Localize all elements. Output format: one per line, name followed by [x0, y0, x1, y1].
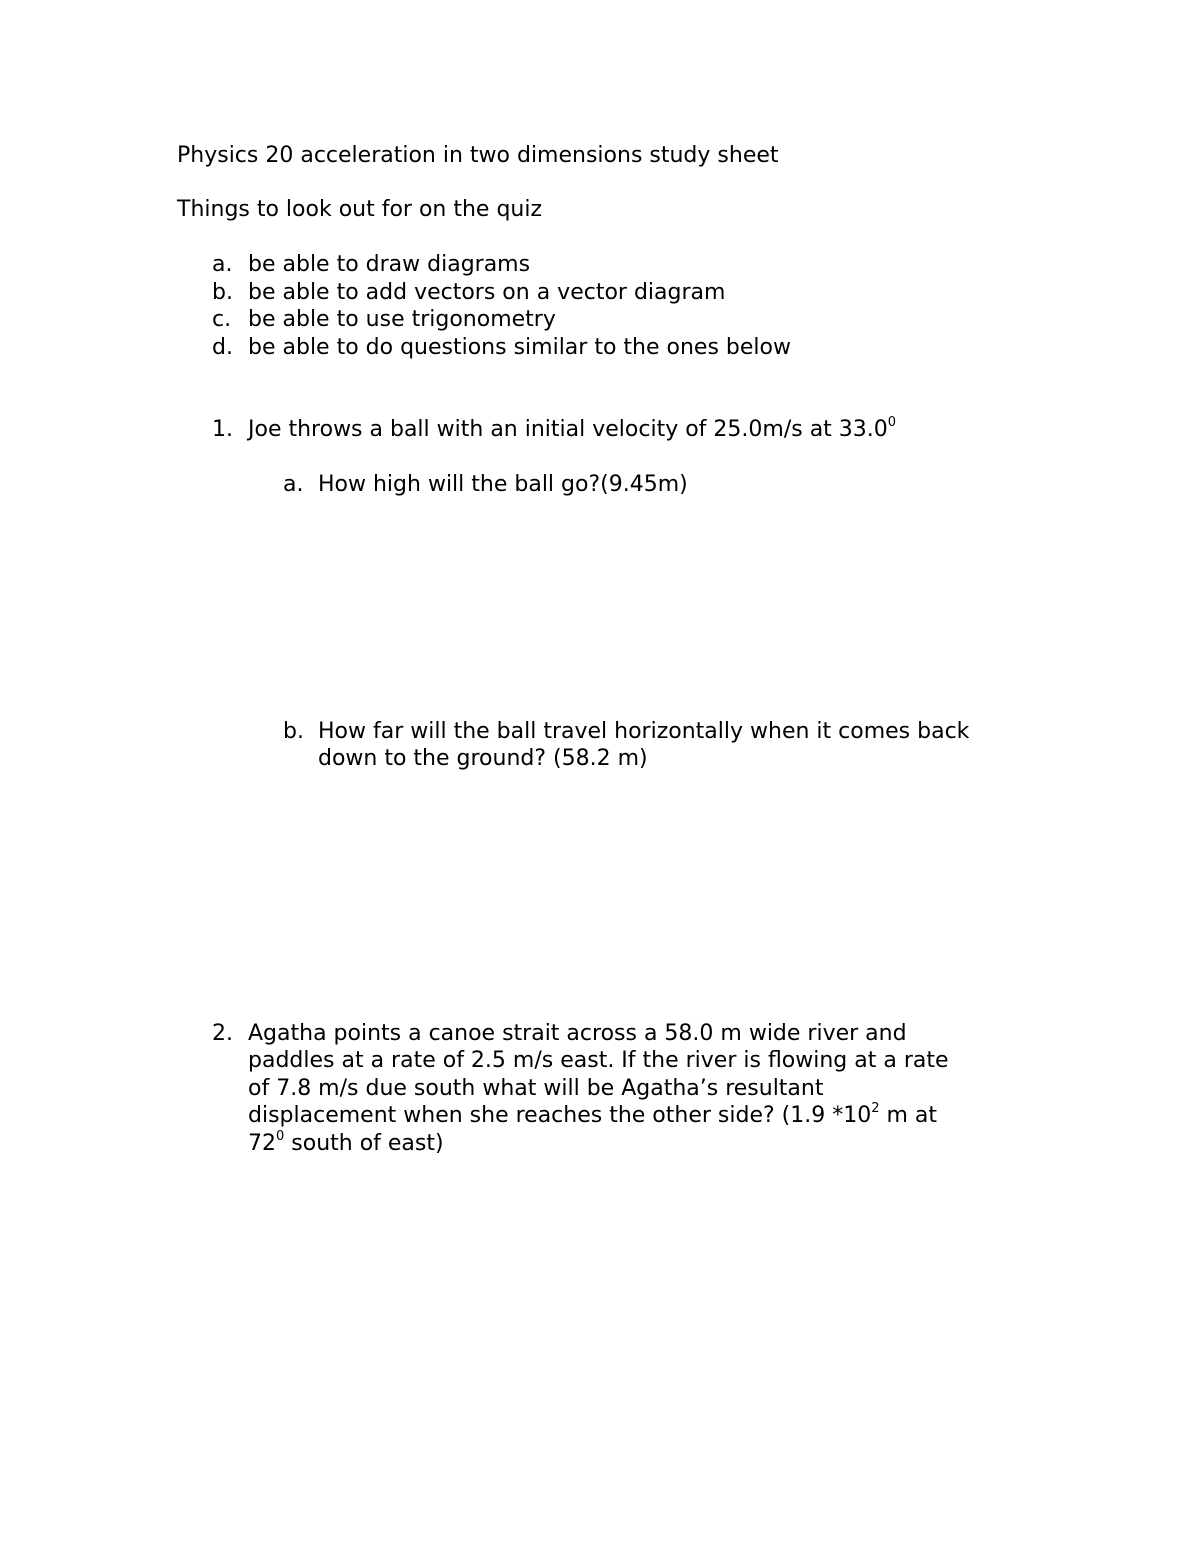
list-marker: b. — [212, 280, 233, 305]
checklist-item-text: be able to do questions similar to the ones below — [248, 335, 791, 360]
degree-superscript: 0 — [887, 414, 897, 430]
checklist-item-text: be able to use trigonometry — [248, 307, 556, 332]
question-text-line: paddles at a rate of 2.5 m/s east. If the river is flowing at a rate — [248, 1048, 949, 1073]
list-marker: a. — [212, 252, 233, 277]
question-text-line: Agatha points a canoe strait across a 58.0 m wide river and — [248, 1021, 907, 1046]
question-number: 1. — [212, 417, 233, 442]
part-text: How high will the ball go?(9.45m) — [318, 472, 688, 497]
question-text-segment: south of east) — [284, 1131, 444, 1156]
list-marker: d. — [212, 335, 233, 360]
part-marker: b. — [283, 719, 304, 744]
question-text-line — [248, 1102, 937, 1129]
part-text-line: How far will the ball travel horizontally when it comes back — [318, 719, 970, 744]
checklist-item-text: be able to draw diagrams — [248, 252, 531, 277]
question-text-line — [248, 1130, 444, 1157]
exponent-superscript: 2 — [871, 1100, 880, 1116]
part-text-line: down to the ground? (58.2 m) — [318, 746, 648, 771]
checklist-item-text: be able to add vectors on a vector diagram — [248, 280, 726, 305]
intro-text: Things to look out for on the quiz — [177, 197, 543, 222]
question-text-segment: m at — [879, 1103, 938, 1128]
question-text-segment: 72 — [248, 1131, 276, 1156]
degree-superscript: 0 — [276, 1128, 285, 1144]
question-text-segment: displacement when she reaches the other side? (1.9 *10 — [248, 1103, 872, 1128]
question-text-line: of 7.8 m/s due south what will be Agatha’s resultant — [248, 1076, 824, 1101]
part-marker: a. — [283, 472, 304, 497]
question-text-main: Joe throws a ball with an initial velocity of 25.0m/s at 33.0 — [248, 417, 888, 442]
page-title: Physics 20 acceleration in two dimensions study sheet — [177, 143, 779, 168]
question-text — [248, 416, 896, 443]
question-number: 2. — [212, 1021, 233, 1046]
list-marker: c. — [212, 307, 232, 332]
